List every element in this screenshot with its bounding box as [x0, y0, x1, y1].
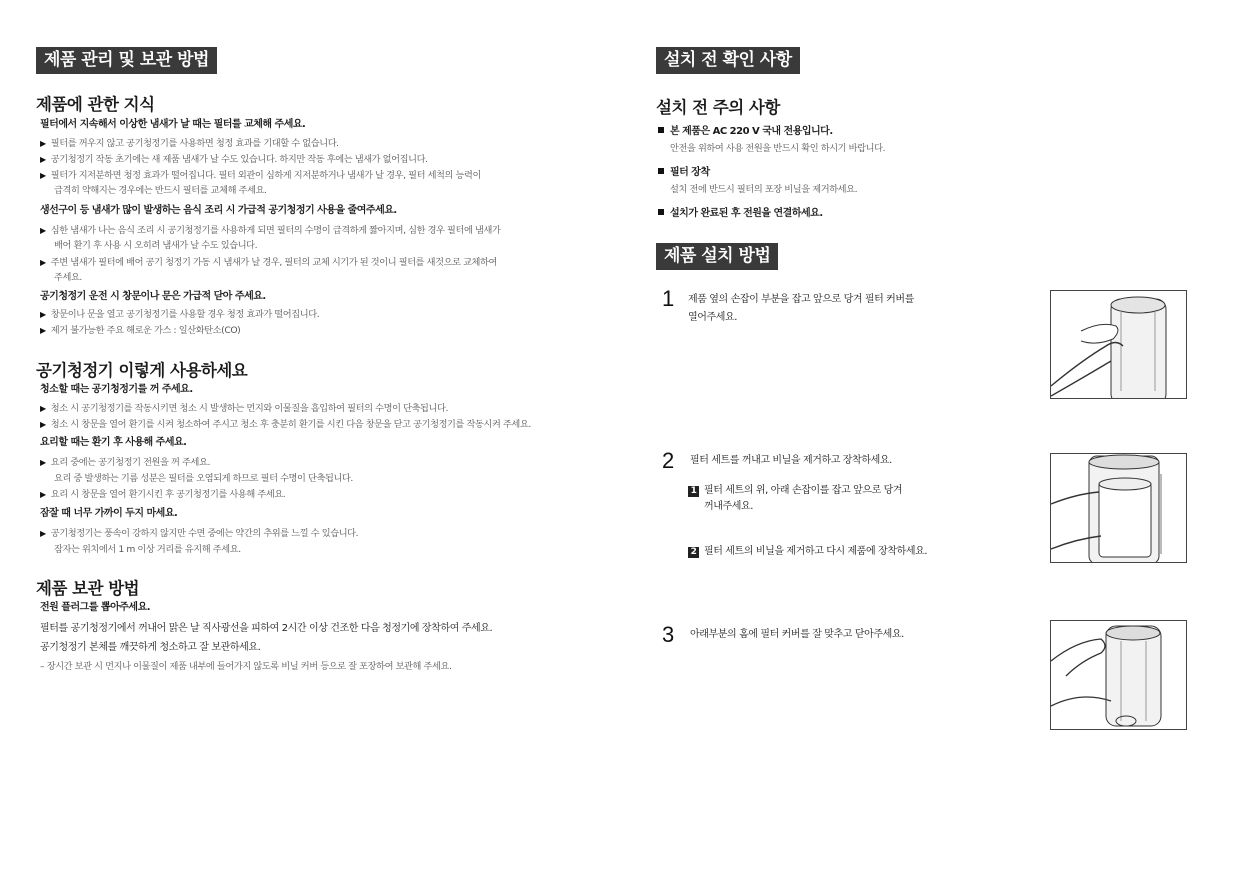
- triangle-bullet-icon: ▶: [40, 258, 46, 267]
- triangle-bullet-icon: ▶: [40, 529, 46, 538]
- caution-item: 필터 장착: [658, 166, 710, 179]
- body-line: 공기청정기 본체를 깨끗하게 청소하고 잘 보관하세요.: [40, 642, 261, 653]
- step3-illustration: [1050, 620, 1187, 730]
- bullet-item: ▶ 제거 불가능한 주요 해로운 가스 : 일산화탄소(CO): [40, 325, 241, 336]
- square-bullet-icon: [658, 127, 664, 133]
- sub-heading: 잠잘 때 너무 가까이 두지 마세요.: [40, 508, 178, 519]
- heading-usage: 공기청정기 이렇게 사용하세요: [36, 361, 248, 380]
- bullet-item: ▶ 주변 냄새가 필터에 배어 공기 청정기 가동 시 냄새가 날 경우, 필터의 교체 시기가 된 것이니 필터를 새것으로 교체하여: [40, 257, 497, 268]
- bullet-item: ▶ 심한 냄새가 나는 음식 조리 시 공기청정기를 사용하게 되면 필터의 수명이 급격하게 짧아지며, 심한 경우 필터에 냄새가: [40, 225, 501, 236]
- step2-illustration: [1050, 453, 1187, 563]
- section-banner-care: 제품 관리 및 보관 방법: [36, 47, 217, 74]
- heading-storage: 제품 보관 방법: [36, 579, 140, 598]
- bullet-continuation: 배어 환기 후 사용 시 오히려 냄새가 날 수도 있습니다.: [54, 240, 258, 251]
- step-number: 2: [662, 448, 675, 473]
- sub-heading: 요리할 때는 환기 후 사용해 주세요.: [40, 437, 187, 448]
- sub-heading: 필터에서 지속해서 이상한 냄새가 날 때는 필터를 교체해 주세요.: [40, 119, 306, 130]
- heading-caution: 설치 전 주의 사항: [656, 98, 780, 117]
- bullet-item: ▶ 창문이나 문을 열고 공기청정기를 사용할 경우 청정 효과가 떨어집니다.: [40, 309, 320, 320]
- bullet-continuation: 요리 중 발생하는 기름 성분은 필터를 오염되게 하므로 필터 수명이 단축됩니다.: [54, 473, 353, 484]
- step-text: 아래부분의 홈에 필터 커버를 잘 맞추고 닫아주세요.: [690, 629, 904, 640]
- sub-step-number: 2: [688, 547, 699, 558]
- bullet-item: ▶ 필터를 꺼우지 않고 공기청정기를 사용하면 청정 효과를 기대할 수 없습니다.: [40, 138, 339, 149]
- bullet-item: ▶ 청소 시 창문을 열어 환기를 시켜 청소하여 주시고 청소 후 충분히 환기를 시킨 다음 창문을 닫고 공기청정기를 작동시켜 주세요.: [40, 419, 531, 430]
- body-line: 필터를 공기청정기에서 꺼내어 맑은 날 직사광선을 피하여 2시간 이상 건조한 다음 청정기에 장착하여 주세요.: [40, 623, 493, 634]
- sub-heading: 생선구이 등 냄새가 많이 발생하는 음식 조리 시 가급적 공기청정기 사용을 줄여주세요.: [40, 205, 397, 216]
- section-banner-precheck: 설치 전 확인 사항: [656, 47, 800, 74]
- caution-note: 안전을 위하여 사용 전원을 반드시 확인 하시기 바랍니다.: [670, 143, 886, 154]
- step-text: 열어주세요.: [688, 312, 738, 323]
- step-number: 1: [662, 286, 675, 311]
- step1-illustration: [1050, 290, 1187, 399]
- caution-item: 설치가 완료된 후 전원을 연결하세요.: [658, 207, 823, 220]
- square-bullet-icon: [658, 209, 664, 215]
- bullet-item: ▶ 공기청정기 작동 초기에는 새 제품 냄새가 날 수도 있습니다. 하지만 작동 후에는 냄새가 없어집니다.: [40, 154, 428, 165]
- heading-product-knowledge: 제품에 관한 지식: [36, 95, 155, 114]
- sub-heading: 전원 플러그를 뽑아주세요.: [40, 602, 151, 613]
- triangle-bullet-icon: ▶: [40, 490, 46, 499]
- triangle-bullet-icon: ▶: [40, 226, 46, 235]
- step-number: 3: [662, 622, 675, 647]
- square-bullet-icon: [658, 168, 664, 174]
- bullet-item: ▶ 필터가 지저분하면 청정 효과가 떨어집니다. 필터 외관이 심하게 지저분하거나 냄새가 날 경우, 필터 세척의 능력이: [40, 170, 481, 181]
- bullet-continuation: 주세요.: [54, 272, 82, 283]
- section-banner-install: 제품 설치 방법: [656, 243, 778, 270]
- sub-step: 2 필터 세트의 비닐을 제거하고 다시 제품에 장착하세요.: [688, 545, 927, 558]
- triangle-bullet-icon: ▶: [40, 404, 46, 413]
- bullet-continuation: 급격히 약해지는 경우에는 반드시 필터를 교체해 주세요.: [54, 185, 267, 196]
- triangle-bullet-icon: ▶: [40, 139, 46, 148]
- triangle-bullet-icon: ▶: [40, 326, 46, 335]
- triangle-bullet-icon: ▶: [40, 310, 46, 319]
- bullet-item: ▶ 요리 시 창문을 열어 환기시킨 후 공기청정기를 사용해 주세요.: [40, 489, 286, 500]
- step-text: 제품 옆의 손잡이 부분을 잡고 앞으로 당겨 필터 커버를: [688, 294, 914, 305]
- bullet-continuation: 잠자는 위치에서 1 m 이상 거리를 유지해 주세요.: [54, 544, 241, 555]
- body-note: – 장시간 보관 시 먼지나 이물질이 제품 내부에 들어가지 않도록 비닐 커버 등으로 잘 포장하여 보관해 주세요.: [40, 661, 452, 672]
- triangle-bullet-icon: ▶: [40, 155, 46, 164]
- caution-item: 본 제품은 AC 220 V 국내 전용입니다.: [658, 125, 833, 138]
- triangle-bullet-icon: ▶: [40, 458, 46, 467]
- sub-step-number: 1: [688, 486, 699, 497]
- bullet-item: ▶ 청소 시 공기청정기를 작동시키면 청소 시 발생하는 먼지와 이물질을 흡입하여 필터의 수명이 단축됩니다.: [40, 403, 448, 414]
- sub-step-continuation: 꺼내주세요.: [704, 501, 754, 512]
- sub-heading: 공기청정기 운전 시 창문이나 문은 가급적 닫아 주세요.: [40, 291, 266, 302]
- caution-note: 설치 전에 반드시 필터의 포장 비닐을 제거하세요.: [670, 184, 858, 195]
- bullet-item: ▶ 요리 중에는 공기청정기 전원을 꺼 주세요.: [40, 457, 210, 468]
- step-text: 필터 세트를 꺼내고 비닐을 제거하고 장착하세요.: [690, 455, 892, 466]
- sub-heading: 청소할 때는 공기청정기를 꺼 주세요.: [40, 384, 193, 395]
- sub-step: 1 필터 세트의 위, 아래 손잡이를 잡고 앞으로 당겨: [688, 484, 902, 497]
- triangle-bullet-icon: ▶: [40, 420, 46, 429]
- triangle-bullet-icon: ▶: [40, 171, 46, 180]
- bullet-item: ▶ 공기청정기는 풍속이 강하지 않지만 수면 중에는 약간의 추위를 느낄 수 있습니다.: [40, 528, 359, 539]
